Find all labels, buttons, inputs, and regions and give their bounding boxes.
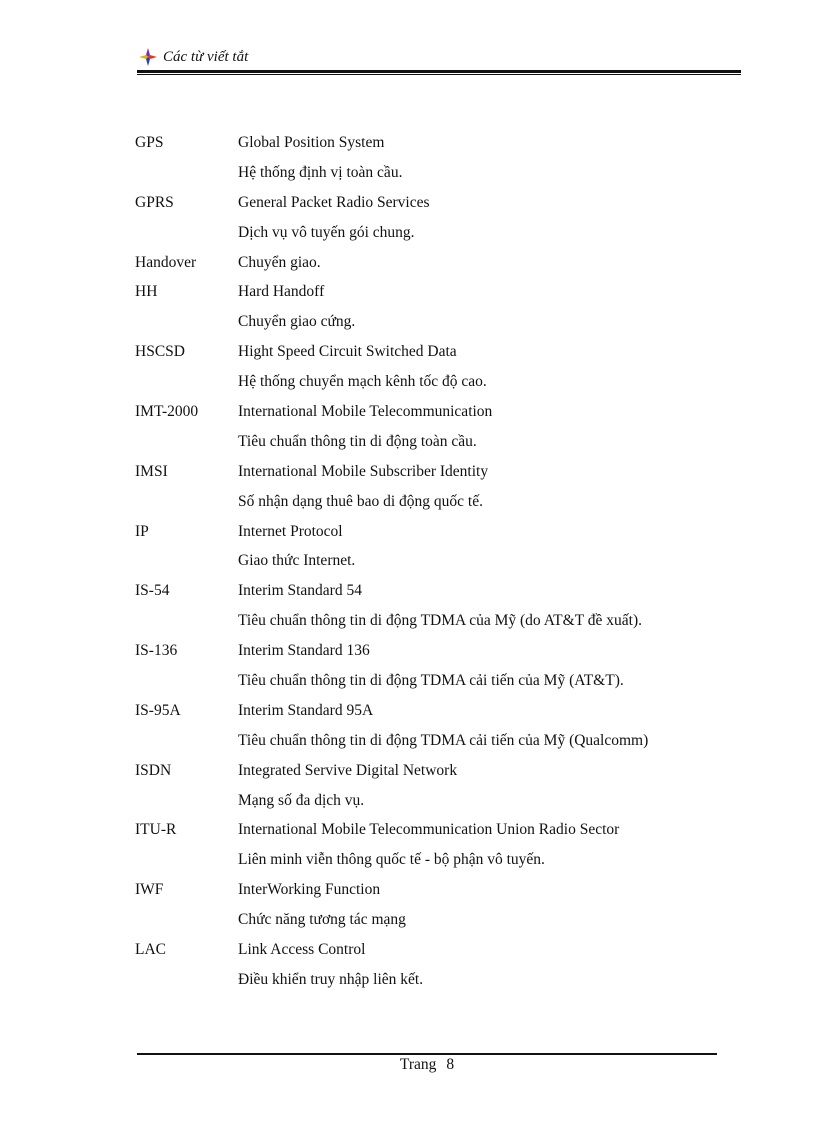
abbreviation-expansion: Chuyển giao. [238,253,321,271]
abbreviation-term: HSCSD [135,343,185,361]
abbreviation-expansion: Hight Speed Circuit Switched Data [238,343,457,361]
abbreviation-row [135,128,735,158]
abbreviation-row [135,188,735,218]
abbreviation-translation-row [135,666,735,696]
abbreviation-translation: Tiêu chuẩn thông tin di động toàn cầu. [238,432,477,450]
abbreviation-row [135,636,735,666]
abbreviation-translation-row [135,427,735,457]
abbreviation-translation: Điều khiển truy nhập liên kết. [238,970,424,988]
abbreviation-term: GPRS [135,193,174,211]
abbreviation-term: HH [135,283,158,301]
abbreviation-row [135,935,735,965]
abbreviation-translation: Tiêu chuẩn thông tin di động TDMA của Mỹ (do AT&T đề xuất). [238,612,642,630]
abbreviation-term: GPS [135,133,164,151]
abbreviation-translation: Giao thức Internet. [238,552,356,570]
abbreviation-translation: Số nhận dạng thuê bao di động quốc tế. [238,492,483,510]
abbreviation-translation-row [135,218,735,248]
abbreviation-term: IS-136 [135,642,178,660]
abbreviation-expansion: Internet Protocol [238,522,343,540]
header-rule-thin [137,74,741,75]
footer-rule [137,1053,717,1055]
abbreviation-translation-row [135,965,735,995]
abbreviation-translation-row [135,367,735,397]
abbreviation-row [135,756,735,786]
diamond-bullet-icon [139,48,157,66]
abbreviation-term: LAC [135,940,166,958]
abbreviation-expansion: Integrated Servive Digital Network [238,761,458,779]
page-footer [137,1056,717,1074]
page-label: Trang [399,1056,437,1073]
abbreviation-row [135,397,735,427]
abbreviation-term: IMSI [135,462,168,480]
abbreviation-list [135,128,735,995]
abbreviation-row [135,457,735,487]
abbreviation-translation-row [135,905,735,935]
abbreviation-translation: Liên minh viễn thông quốc tế - bộ phận vô tuyến. [238,851,545,869]
abbreviation-translation-row [135,307,735,337]
abbreviation-translation: Dịch vụ vô tuyến gói chung. [238,223,415,241]
abbreviation-translation-row [135,546,735,576]
abbreviation-translation: Mạng số đa dịch vụ. [238,791,365,809]
abbreviation-row [135,248,735,278]
abbreviation-translation: Hệ thống chuyển mạch kênh tốc độ cao. [238,373,487,391]
abbreviation-term: IS-95A [135,701,181,719]
abbreviation-term: Handover [135,253,197,271]
abbreviation-translation-row [135,158,735,188]
abbreviation-expansion: International Mobile Telecommunication Union Radio Sector [238,821,620,839]
abbreviation-expansion: InterWorking Function [238,881,381,899]
abbreviation-row [135,875,735,905]
abbreviation-term: ISDN [135,761,172,779]
abbreviation-translation: Tiêu chuẩn thông tin di động TDMA cải tiến của Mỹ (AT&T). [238,671,624,689]
abbreviation-term: IMT-2000 [135,402,199,420]
abbreviation-expansion: Interim Standard 136 [238,642,370,660]
abbreviation-term: IS-54 [135,582,170,600]
abbreviation-expansion: General Packet Radio Services [238,193,430,211]
abbreviation-expansion: International Mobile Subscriber Identity [238,462,489,480]
abbreviation-translation: Tiêu chuẩn thông tin di động TDMA cải tiến của Mỹ (Qualcomm) [238,731,649,749]
abbreviation-translation: Chức năng tương tác mạng [238,911,406,929]
page-number: 8 [446,1056,455,1073]
abbreviation-row [135,696,735,726]
abbreviation-term: IWF [135,881,164,899]
abbreviation-translation-row [135,726,735,756]
abbreviation-expansion: International Mobile Telecommunication [238,402,493,420]
header-rule-thick [137,70,741,73]
abbreviation-expansion: Hard Handoff [238,283,325,301]
abbreviation-term: ITU-R [135,821,177,839]
abbreviation-expansion: Global Position System [238,133,385,151]
abbreviation-row [135,517,735,547]
page-header-title: Các từ viết tắt [163,48,249,65]
abbreviation-expansion: Interim Standard 54 [238,582,362,600]
abbreviation-translation-row [135,845,735,875]
abbreviation-translation-row [135,786,735,816]
abbreviation-expansion: Interim Standard 95A [238,701,374,719]
abbreviation-translation-row [135,487,735,517]
abbreviation-term: IP [135,522,149,540]
abbreviation-expansion: Link Access Control [238,940,366,958]
abbreviation-row [135,576,735,606]
abbreviation-row [135,815,735,845]
abbreviation-translation: Chuyển giao cứng. [238,313,356,331]
abbreviation-translation-row [135,606,735,636]
abbreviation-row [135,277,735,307]
page-header [139,46,248,68]
abbreviation-row [135,337,735,367]
abbreviation-translation: Hệ thống định vị toàn cầu. [238,163,403,181]
